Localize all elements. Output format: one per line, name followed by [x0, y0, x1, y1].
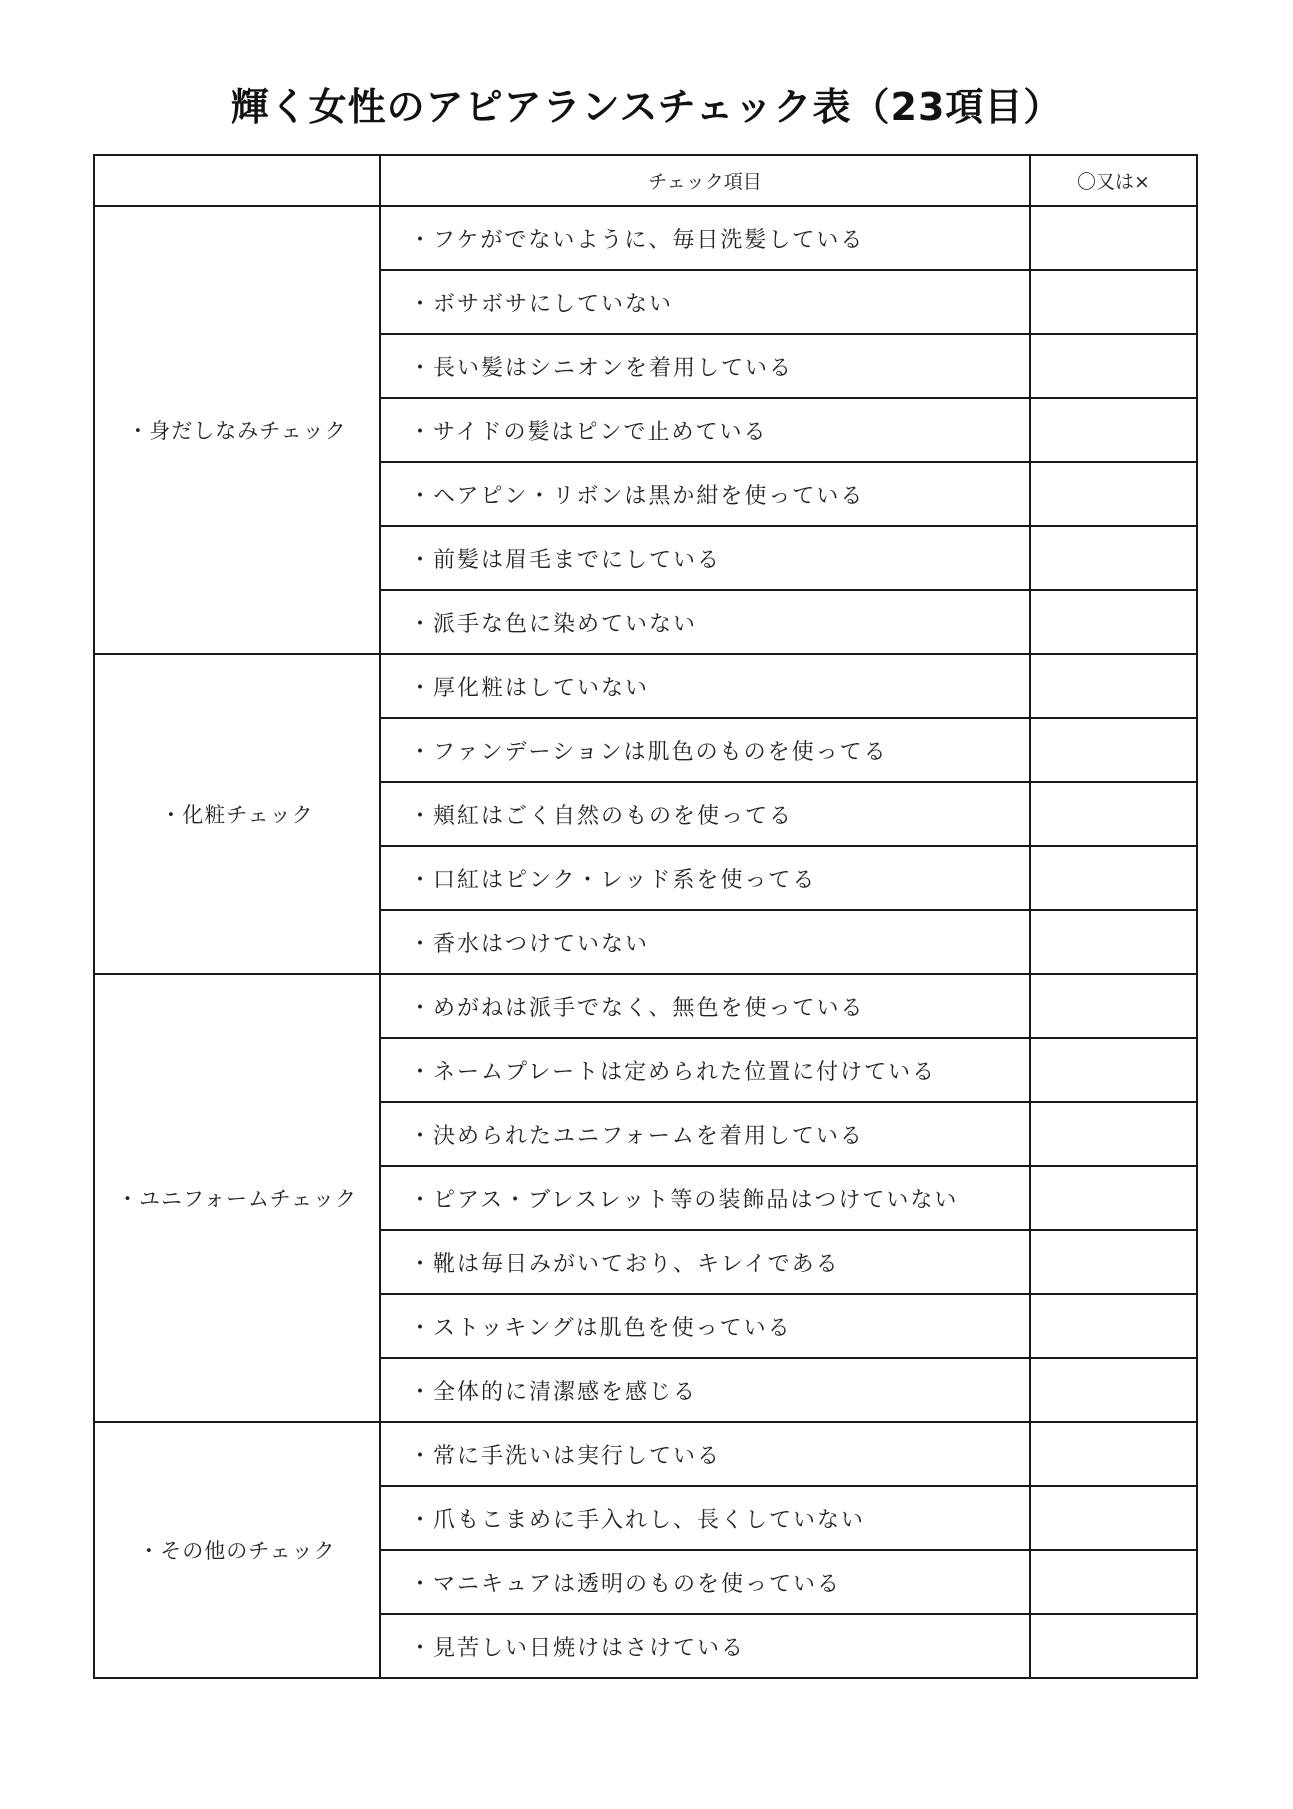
check-item-label: ・ネームプレートは定められた位置に付けている — [380, 1038, 1030, 1102]
check-item-label: ・爪もこまめに手入れし、長くしていない — [380, 1486, 1030, 1550]
check-item-label: ・靴は毎日みがいており、キレイである — [380, 1230, 1030, 1294]
check-item-label: ・派手な色に染めていない — [380, 590, 1030, 654]
mark-cell[interactable] — [1030, 1614, 1197, 1678]
mark-cell[interactable] — [1030, 846, 1197, 910]
check-item-label: ・見苦しい日焼けはさけている — [380, 1614, 1030, 1678]
category-label: ・身だしなみチェック — [94, 206, 380, 654]
mark-cell[interactable] — [1030, 1422, 1197, 1486]
check-item-label: ・ヘアピン・リボンは黒か紺を使っている — [380, 462, 1030, 526]
mark-cell[interactable] — [1030, 910, 1197, 974]
header-check-item: チェック項目 — [380, 155, 1030, 206]
category-label: ・その他のチェック — [94, 1422, 380, 1678]
mark-cell[interactable] — [1030, 334, 1197, 398]
check-item-label: ・香水はつけていない — [380, 910, 1030, 974]
check-item-label: ・頬紅はごく自然のものを使ってる — [380, 782, 1030, 846]
mark-cell[interactable] — [1030, 1166, 1197, 1230]
checklist-body — [94, 206, 1197, 1678]
check-item-label: ・ストッキングは肌色を使っている — [380, 1294, 1030, 1358]
mark-cell[interactable] — [1030, 270, 1197, 334]
check-item-label: ・めがねは派手でなく、無色を使っている — [380, 974, 1030, 1038]
mark-cell[interactable] — [1030, 782, 1197, 846]
header-mark: 〇又は× — [1030, 155, 1197, 206]
check-item-label: ・全体的に清潔感を感じる — [380, 1358, 1030, 1422]
check-item-label: ・フケがでないように、毎日洗髪している — [380, 206, 1030, 270]
check-item-label: ・ボサボサにしていない — [380, 270, 1030, 334]
check-item-label: ・ピアス・ブレスレット等の装飾品はつけていない — [380, 1166, 1030, 1230]
table-row — [94, 974, 1197, 1038]
mark-cell[interactable] — [1030, 974, 1197, 1038]
check-item-label: ・口紅はピンク・レッド系を使ってる — [380, 846, 1030, 910]
table-row — [94, 654, 1197, 718]
check-item-label: ・ファンデーションは肌色のものを使ってる — [380, 718, 1030, 782]
check-item-label: ・前髪は眉毛までにしている — [380, 526, 1030, 590]
check-item-label: ・サイドの髪はピンで止めている — [380, 398, 1030, 462]
header-category — [94, 155, 380, 206]
checklist-table — [93, 154, 1198, 1679]
mark-cell[interactable] — [1030, 654, 1197, 718]
mark-cell[interactable] — [1030, 590, 1197, 654]
mark-cell[interactable] — [1030, 718, 1197, 782]
mark-cell[interactable] — [1030, 1230, 1197, 1294]
mark-cell[interactable] — [1030, 1294, 1197, 1358]
mark-cell[interactable] — [1030, 1102, 1197, 1166]
table-row — [94, 206, 1197, 270]
table-row — [94, 1422, 1197, 1486]
header-row — [94, 155, 1197, 206]
mark-cell[interactable] — [1030, 1358, 1197, 1422]
check-item-label: ・決められたユニフォームを着用している — [380, 1102, 1030, 1166]
page-title: 輝く女性のアピアランスチェック表（23項目） — [230, 85, 1063, 129]
category-label: ・化粧チェック — [94, 654, 380, 974]
mark-cell[interactable] — [1030, 1550, 1197, 1614]
mark-cell[interactable] — [1030, 462, 1197, 526]
check-item-label: ・長い髪はシニオンを着用している — [380, 334, 1030, 398]
check-item-label: ・常に手洗いは実行している — [380, 1422, 1030, 1486]
mark-cell[interactable] — [1030, 398, 1197, 462]
mark-cell[interactable] — [1030, 1486, 1197, 1550]
category-label: ・ユニフォームチェック — [94, 974, 380, 1422]
mark-cell[interactable] — [1030, 526, 1197, 590]
check-item-label: ・マニキュアは透明のものを使っている — [380, 1550, 1030, 1614]
mark-cell[interactable] — [1030, 206, 1197, 270]
mark-cell[interactable] — [1030, 1038, 1197, 1102]
check-item-label: ・厚化粧はしていない — [380, 654, 1030, 718]
